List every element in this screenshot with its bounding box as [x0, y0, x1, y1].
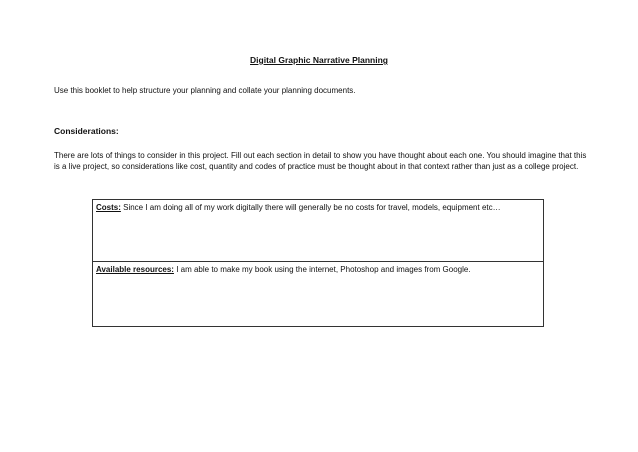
costs-label: Costs:: [96, 203, 121, 212]
costs-box: [92, 199, 544, 262]
available-resources-text: I am able to make my book using the internet, Photoshop and images from Google.: [173, 265, 471, 274]
available-resources-label: Available resources:: [96, 265, 174, 274]
available-resources-box: [92, 262, 544, 327]
costs-text: Since I am doing all of my work digitally there will generally be no costs for travel, models, equipment etc…: [120, 203, 501, 212]
document-title: Digital Graphic Narrative Planning: [250, 55, 388, 65]
considerations-text: There are lots of things to consider in this project. Fill out each section in detail to show you have thought about each one. You should imagine that this is a live project, so considerations like cost, quantity and codes of practice must be thought about in that context rather than just as a college project.: [54, 151, 587, 171]
considerations-heading: Considerations:: [54, 126, 119, 136]
intro-text: Use this booklet to help structure your planning and collate your planning documents.: [54, 86, 356, 95]
